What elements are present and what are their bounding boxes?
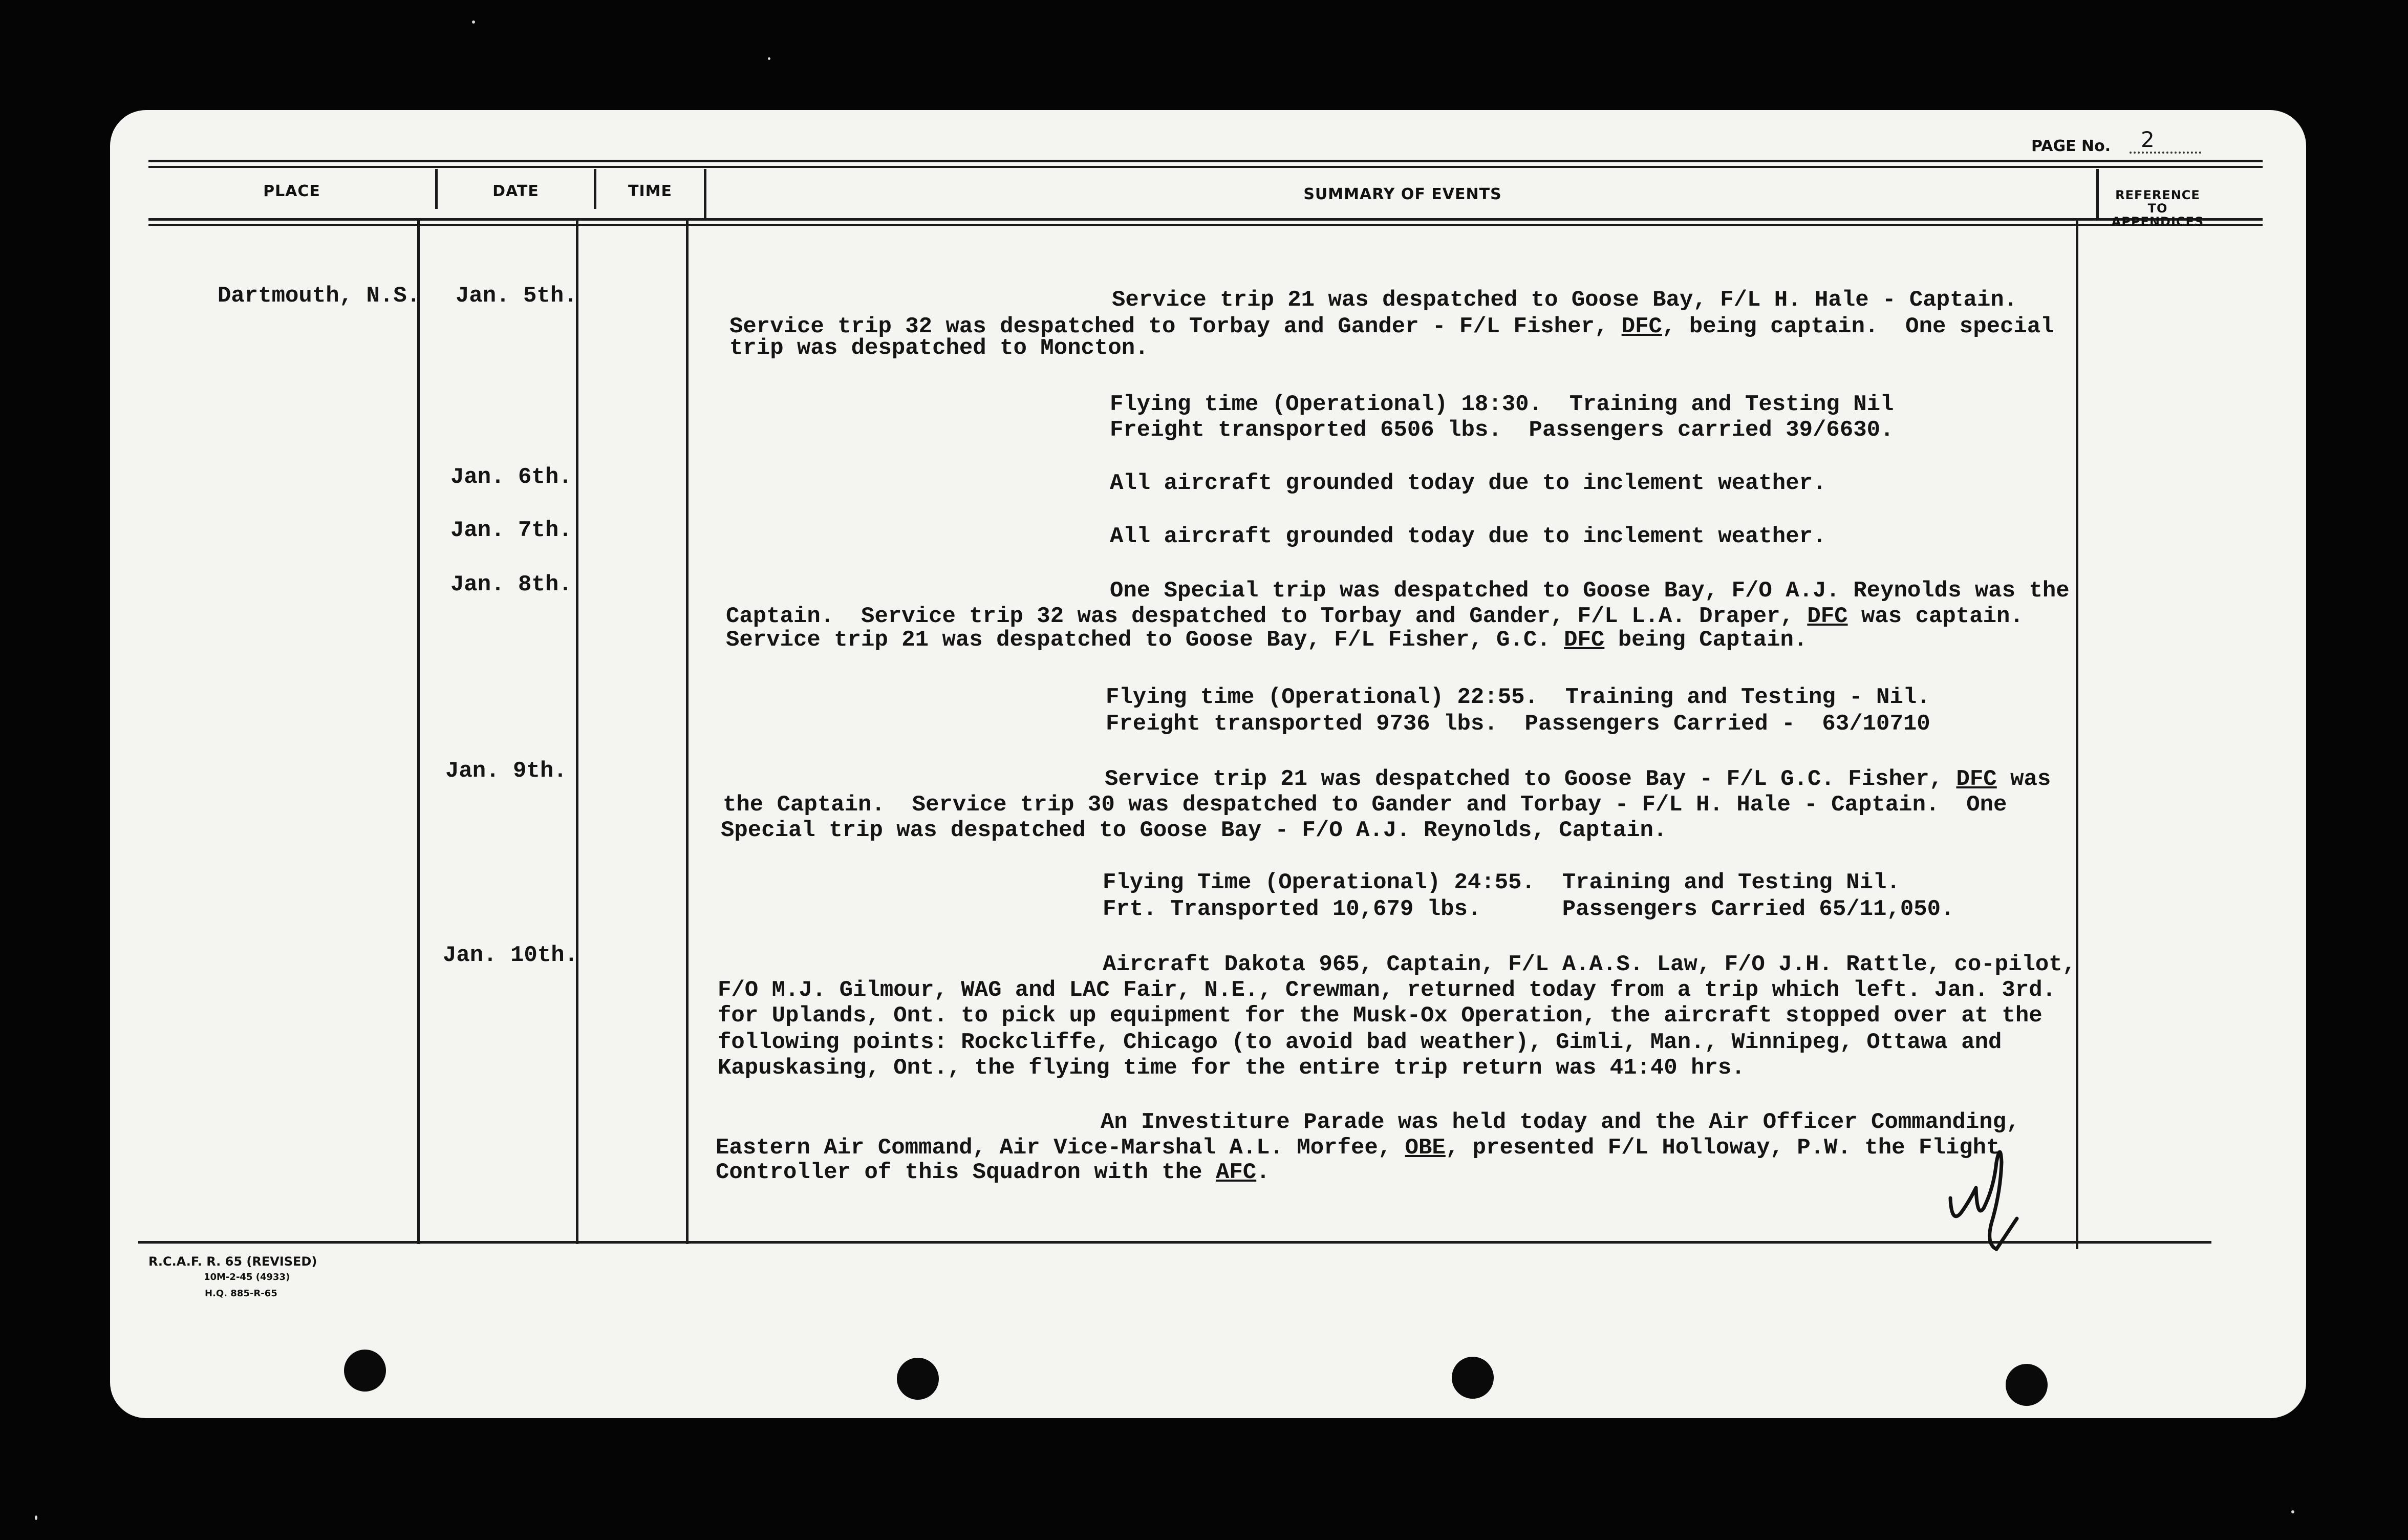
form-file-ref: H.Q. 885-R-65 bbox=[205, 1288, 277, 1299]
summary-line: Captain. Service trip 32 was despatched to Torbay and Gander, F/L L.A. Draper, DFC was captain. bbox=[726, 604, 2024, 629]
header-bottom-rule bbox=[148, 218, 2263, 221]
date-jan-9: Jan. 9th. bbox=[445, 758, 567, 784]
summary-line: Flying time (Operational) 18:30. Training and Testing Nil bbox=[1110, 392, 1894, 417]
punch-hole bbox=[2006, 1364, 2048, 1406]
header-top-rule-inner bbox=[148, 166, 2263, 168]
dust-speck bbox=[768, 57, 770, 60]
summary-line: Service trip 32 was despatched to Torbay and Gander - F/L Fisher, DFC, being captain. One special bbox=[729, 314, 2054, 339]
form-print-run: 10M-2-45 (4933) bbox=[204, 1272, 290, 1282]
date-jan-6: Jan. 6th. bbox=[450, 464, 572, 490]
handwritten-initials bbox=[1940, 1131, 2022, 1259]
dfc-award: DFC bbox=[1621, 314, 1662, 339]
column-divider-summary-lower bbox=[2076, 220, 2078, 1249]
punch-hole bbox=[1452, 1357, 1494, 1399]
page-number-label: PAGE No. bbox=[2031, 137, 2111, 155]
form-code: R.C.A.F. R. 65 (REVISED) bbox=[148, 1254, 317, 1269]
summary-line: All aircraft grounded today due to inclement weather. bbox=[1110, 524, 1826, 549]
dust-speck bbox=[472, 20, 475, 24]
summary-line: Frt. Transported 10,679 lbs. Passengers Carried 65/11,050. bbox=[1103, 896, 1954, 922]
summary-line: Flying Time (Operational) 24:55. Training and Testing Nil. bbox=[1103, 870, 1900, 895]
header-bottom-rule-inner bbox=[148, 224, 2263, 226]
punch-hole bbox=[344, 1350, 386, 1392]
dust-speck bbox=[35, 1515, 37, 1520]
summary-line: Service trip 21 was despatched to Goose Bay - F/L G.C. Fisher, DFC was bbox=[1105, 766, 2051, 792]
column-divider-place-lower bbox=[417, 220, 420, 1244]
date-jan-10: Jan. 10th. bbox=[443, 943, 578, 968]
summary-line: Flying time (Operational) 22:55. Training and Testing - Nil. bbox=[1106, 685, 1930, 710]
afc-award: AFC bbox=[1215, 1160, 1257, 1185]
dfc-award: DFC bbox=[1956, 766, 1997, 792]
summary-line: Freight transported 6506 lbs. Passengers carried 39/6630. bbox=[1110, 417, 1894, 443]
header-time: TIME bbox=[628, 182, 672, 200]
place-entry: Dartmouth, N.S. bbox=[218, 283, 421, 309]
summary-line: the Captain. Service trip 30 was despatched to Gander and Torbay - F/L H. Hale - Captain. One bbox=[723, 792, 2007, 818]
summary-line: Service trip 21 was despatched to Goose Bay, F/L H. Hale - Captain. bbox=[1112, 287, 2018, 313]
dfc-award: DFC bbox=[1564, 627, 1605, 653]
summary-line: following points: Rockcliffe, Chicago (to avoid bad weather), Gimli, Man., Winnipeg, Ottawa and bbox=[718, 1030, 2002, 1055]
column-divider-place bbox=[435, 169, 438, 209]
date-jan-8: Jan. 8th. bbox=[450, 572, 572, 597]
summary-line: An Investiture Parade was held today and the Air Officer Commanding, bbox=[1101, 1109, 2020, 1135]
punch-hole bbox=[897, 1358, 939, 1400]
summary-line: Aircraft Dakota 965, Captain, F/L A.A.S. Law, F/O J.H. Rattle, co-pilot, bbox=[1103, 952, 2076, 977]
footer-rule bbox=[138, 1241, 2211, 1244]
dust-speck bbox=[2291, 1510, 2294, 1513]
summary-line: Freight transported 9736 lbs. Passengers Carried - 63/10710 bbox=[1106, 711, 1930, 737]
summary-line: Special trip was despatched to Goose Bay - F/O A.J. Reynolds, Captain. bbox=[721, 818, 1667, 843]
summary-line: Service trip 21 was despatched to Goose Bay, F/L Fisher, G.C. DFC being Captain. bbox=[726, 627, 1808, 653]
summary-line: Controller of this Squadron with the AFC. bbox=[716, 1160, 1270, 1185]
page-number-dots bbox=[2130, 152, 2201, 154]
column-divider-date-lower bbox=[576, 220, 578, 1244]
summary-line: One Special trip was despatched to Goose Bay, F/O A.J. Reynolds was the bbox=[1110, 578, 2070, 604]
header-top-rule bbox=[148, 160, 2263, 162]
summary-line: for Uplands, Ont. to pick up equipment for the Musk-Ox Operation, the aircraft stopped over at the bbox=[718, 1003, 2042, 1029]
header-date: DATE bbox=[492, 182, 539, 200]
obe-award: OBE bbox=[1405, 1135, 1446, 1161]
summary-line: trip was despatched to Moncton. bbox=[729, 335, 1149, 361]
column-divider-time bbox=[704, 169, 706, 220]
column-divider-date bbox=[594, 169, 596, 209]
date-jan-5: Jan. 5th. bbox=[456, 283, 577, 309]
summary-line: Kapuskasing, Ont., the flying time for the entire trip return was 41:40 hrs. bbox=[718, 1055, 1745, 1081]
header-place: PLACE bbox=[263, 182, 320, 200]
column-divider-time-lower bbox=[686, 220, 689, 1244]
header-reference: REFERENCE TO APPENDICES bbox=[2111, 188, 2204, 229]
header-summary: SUMMARY OF EVENTS bbox=[1303, 185, 1502, 203]
page-number: 2 bbox=[2141, 127, 2155, 152]
summary-line: Eastern Air Command, Air Vice-Marshal A.L. Morfee, OBE, presented F/L Holloway, P.W. the Flight bbox=[716, 1135, 2000, 1161]
dfc-award: DFC bbox=[1807, 604, 1848, 629]
column-divider-summary bbox=[2096, 169, 2099, 220]
summary-line: F/O M.J. Gilmour, WAG and LAC Fair, N.E., Crewman, returned today from a trip which left. Jan. 3rd. bbox=[718, 977, 2056, 1003]
summary-line: All aircraft grounded today due to inclement weather. bbox=[1110, 470, 1826, 496]
date-jan-7: Jan. 7th. bbox=[450, 518, 572, 543]
